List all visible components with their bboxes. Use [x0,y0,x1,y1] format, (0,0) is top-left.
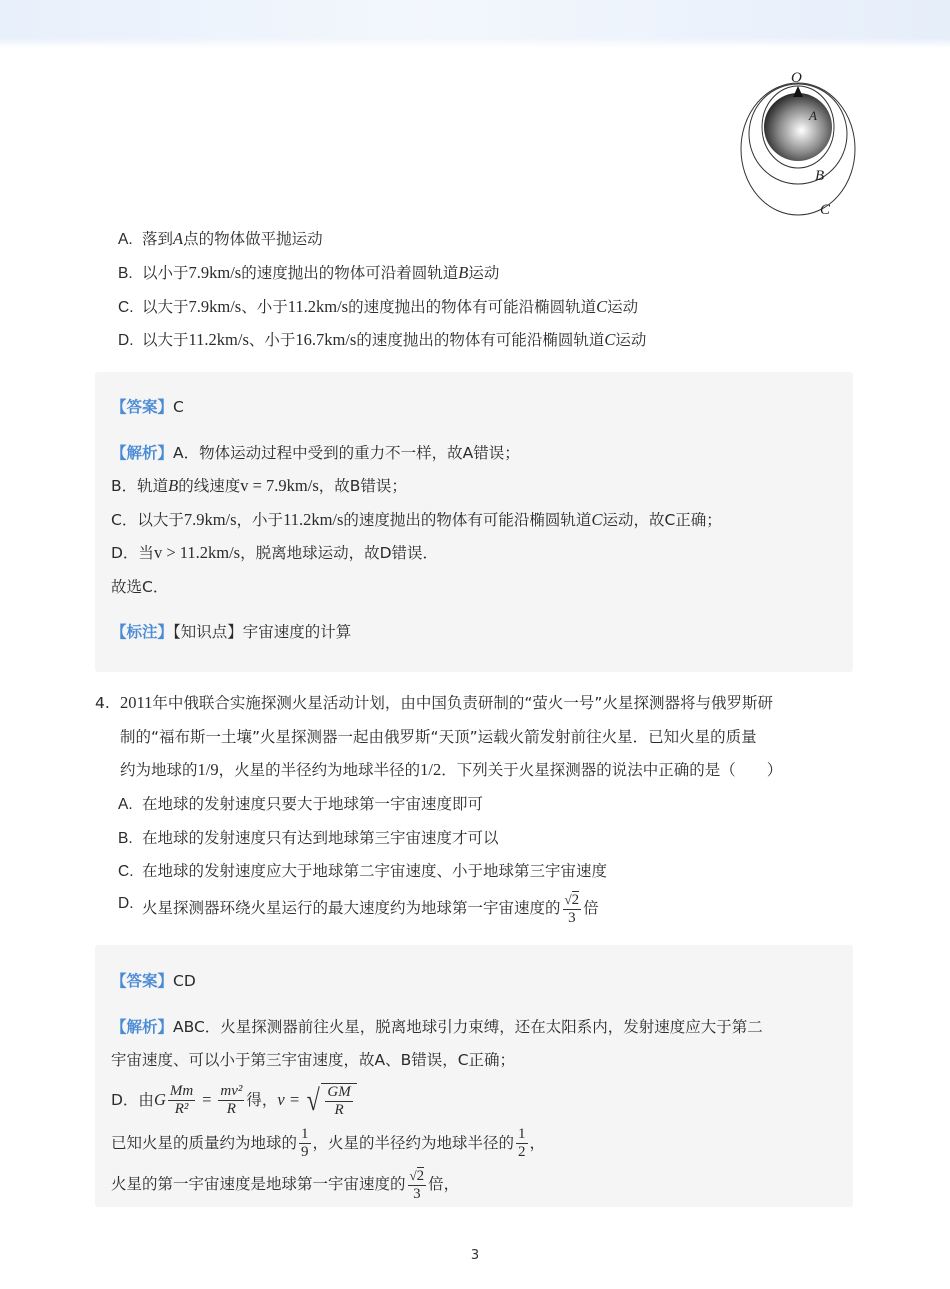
q4-option-a[interactable]: A. 在地球的发射速度只要大于地球第一宇宙速度即可 [118,795,484,813]
q3-option-a[interactable]: A. 落到A点的物体做平抛运动 [118,229,323,248]
q4-option-c[interactable]: C. 在地球的发射速度应大于地球第二宇宙速度、小于地球第三宇宙速度 [118,862,608,880]
q3-option-d[interactable]: D. 以大于11.2km/s、小于16.7km/s的速度抛出的物体有可能沿椭圆轨道C运动 [118,330,647,349]
page-number: 3 [470,1248,480,1263]
fraction-mv2-over-r: $\frac{\text{mv²}}{R}$ [220,1083,243,1117]
orbit-figure [735,64,860,224]
q4-analysis-3: D．由G $\frac{Mm}{\text{R²}}$ = $\frac{\text{mv²}}{R}$ 得，v = √ $\frac{GM}{R}$ [111,1076,357,1124]
launch-point [793,86,803,97]
q3-analysis-c: C．以大于7.9km/s，小于11.2km/s的速度抛出的物体有可能沿椭圆轨道C运动，故C正确； [111,510,722,529]
fraction-1-over-9: $\frac{1}{9}$ [301,1126,309,1160]
fraction-sqrt2-over-3-b: $\frac{√2}{3}$ [409,1167,425,1202]
q4-stem-line3: 约为地球的1/9，火星的半径约为地球半径的1/2．下列关于火星探测器的说法中正确的是（ ） [120,760,783,779]
q4-option-b[interactable]: B. 在地球的发射速度只有达到地球第三宇宙速度才可以 [118,829,499,847]
q4-number: 4. [95,694,110,712]
q4-analysis-4: 已知火星的质量约为地球的 $\frac{1}{9}$ ，火星的半径约为地球半径的 $\frac{1}{2}$ ， [111,1126,546,1160]
earth [764,93,832,161]
q3-analysis-a: 【解析】A．物体运动过程中受到的重力不一样，故A错误； [111,444,520,462]
q3-option-b[interactable]: B. 以小于7.9km/s的速度抛出的物体可沿着圆轨道B运动 [118,263,500,282]
q4-analysis-5: 火星的第一宇宙速度是地球第一宇宙速度的 $\frac{√2}{3}$ 倍， [111,1167,460,1202]
header-band [0,0,950,48]
q3-option-c[interactable]: C. 以大于7.9km/s、小于11.2km/s的速度抛出的物体有可能沿椭圆轨道C运动 [118,297,639,316]
q3-note: 【标注】【知识点】宇宙速度的计算 [111,623,352,641]
sqrt-gm-over-r: √ $\frac{GM}{R}$ [305,1083,357,1119]
fraction-1-over-2: $\frac{1}{2}$ [518,1126,526,1160]
orbit-diagram [735,64,860,224]
q4-stem-line1: 2011年中俄联合实施探测火星活动计划，由中国负责研制的“萤火一号”火星探测器将与俄罗斯研 [120,693,773,712]
q4-answer-line: 【答案】CD [111,972,196,990]
q4-analysis-2: 宇宙速度、可以小于第三宇宙速度，故A、B错误，C正确； [111,1051,516,1069]
label-o: O [791,70,802,86]
q3-analysis-d: D．当v > 11.2km/s，脱离地球运动，故D错误． [111,543,439,562]
q3-answer-box [95,372,853,672]
fraction-sqrt2-over-3: $\frac{√2}{3}$ [564,891,580,926]
q4-analysis-1: 【解析】ABC．火星探测器前往火星，脱离地球引力束缚，还在太阳系内，发射速度应大于第二 [111,1018,763,1036]
label-c: C [820,202,831,218]
q3-answer-line: 【答案】C [111,398,184,416]
fraction-mm-over-r2: $\frac{Mm}{\text{R²}}$ [169,1083,194,1117]
q4-answer-box [95,945,853,1207]
q4-option-d[interactable]: D. 火星探测器环绕火星运行的最大速度约为地球第一宇宙速度的 $\frac{√2}{3}$ 倍 [118,891,599,926]
label-a: A [809,108,817,123]
q3-conclusion: 故选C． [111,578,169,596]
q4-stem-line2: 制的“福布斯一土壤”火星探测器一起由俄罗斯“天顶”运载火箭发射前往火星．已知火星的质量 [120,728,757,746]
q3-analysis-b: B．轨道B的线速度v = 7.9km/s，故B错误； [111,476,407,495]
label-b: B [815,168,825,184]
